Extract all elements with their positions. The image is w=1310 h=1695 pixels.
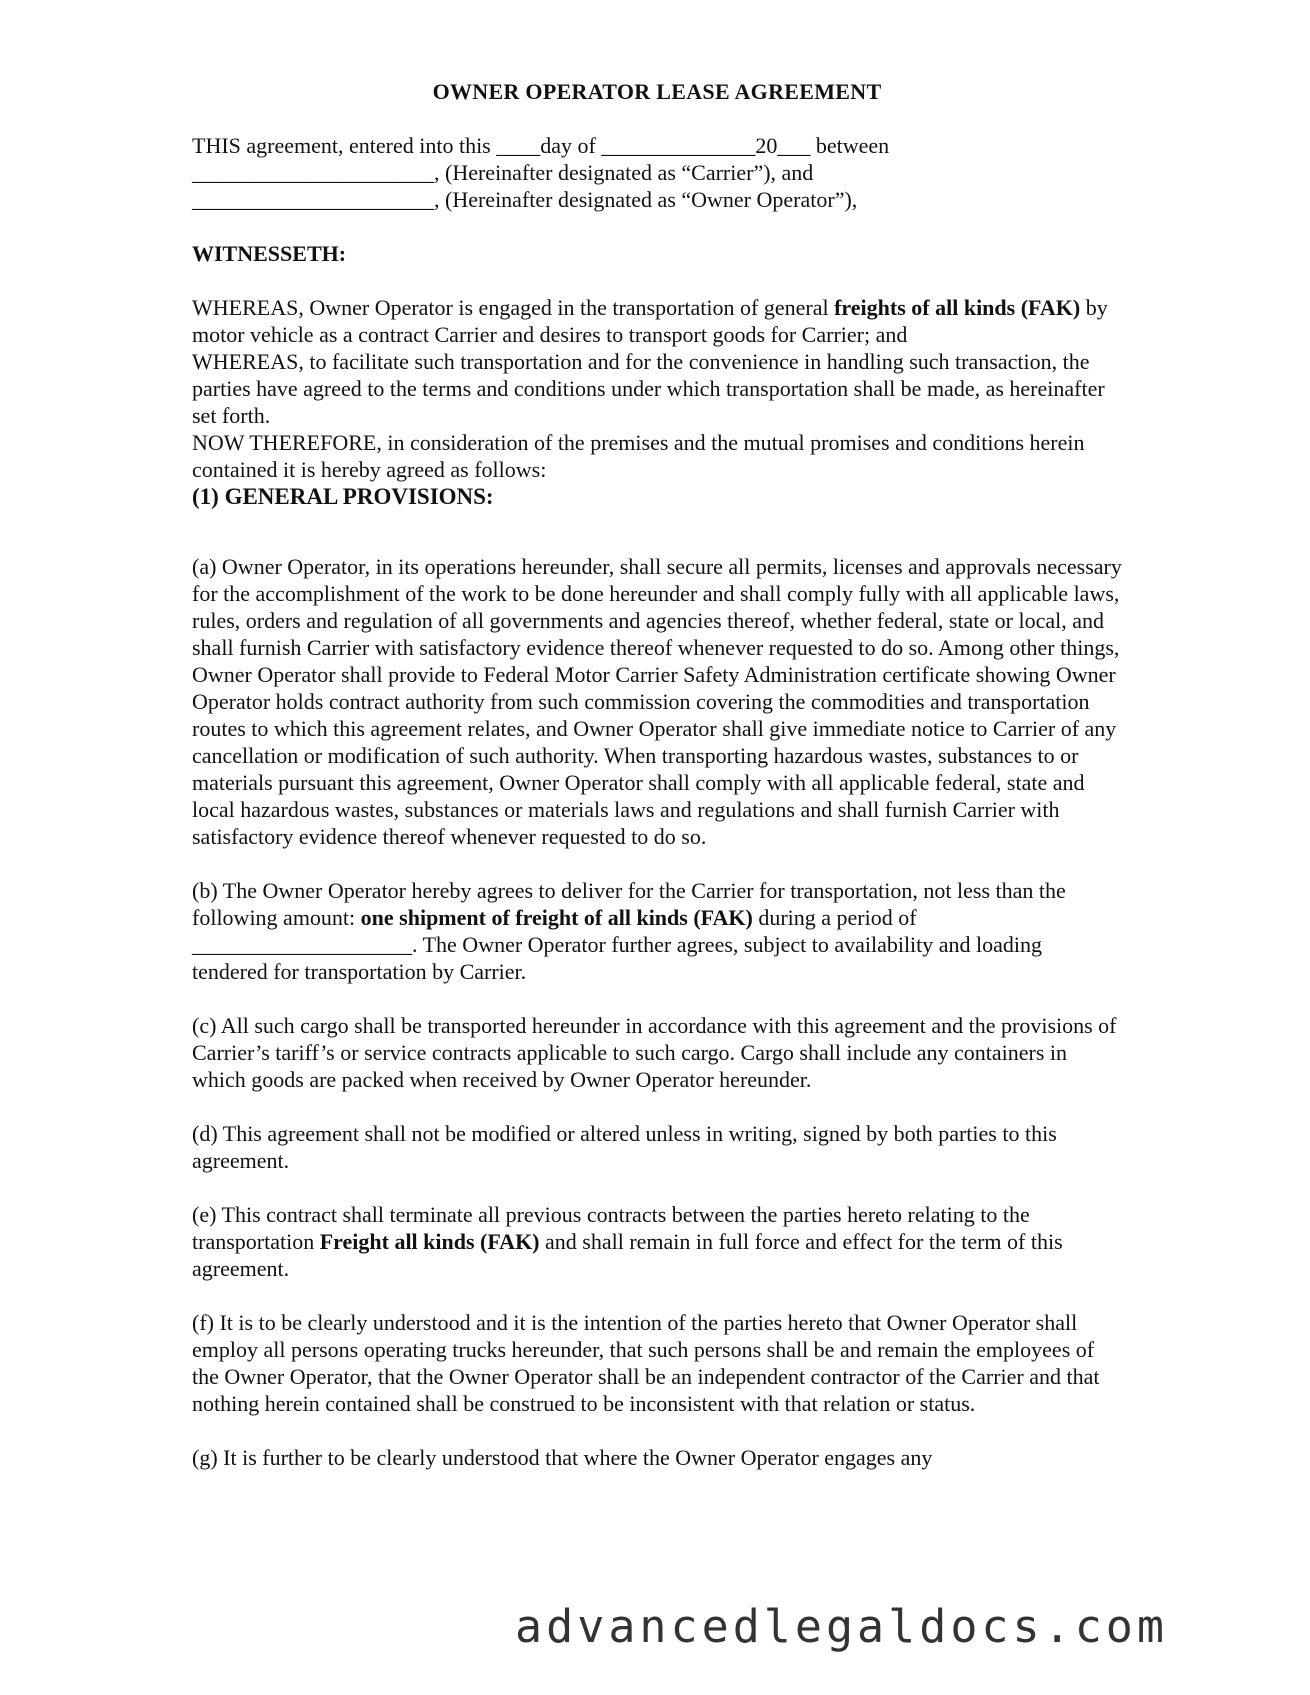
provision-f: (f) It is to be clearly understood and it is the intention of the parties hereto that Owner Operator shall employ all persons operating trucks hereunder, that such persons shall be and remain the employees of the Owner Operator, that the Owner Operator shall be an independent contractor of the Carrier and that nothing herein contained shall be construed to be inconsistent with that relation or status. — [192, 1310, 1100, 1416]
provision-b-bold: one shipment of freight of all kinds (FAK) — [360, 905, 753, 930]
recitals-block — [192, 294, 1122, 511]
document-title: OWNER OPERATOR LEASE AGREEMENT — [432, 79, 882, 104]
provision-e-text-a: (e) This contract shall terminate all previous contracts between the parties hereto relating to the transportation — [192, 1202, 1030, 1254]
whereas-1-bold: freights of all kinds (FAK) — [834, 295, 1081, 320]
intro-line-3: ______________________, (Hereinafter designated as “Owner Operator”), — [192, 187, 858, 212]
intro-block — [192, 132, 1122, 213]
whereas-1-text-a: WHEREAS, Owner Operator is engaged in the transportation of general — [192, 295, 835, 320]
provision-b — [192, 877, 1122, 985]
provision-e-text-c: and shall remain in full force and effect for the term of this agreement. — [192, 1229, 1063, 1281]
provision-c: (c) All such cargo shall be transported hereunder in accordance with this agreement and the provisions of Carrier’s tariff’s or service contracts applicable to such cargo. Cargo shall include any containers in which goods are packed when received by Owner Operator hereunder. — [192, 1013, 1117, 1092]
site-watermark: advancedlegaldocs.com — [515, 1600, 1168, 1653]
whereas-paragraph-2: WHEREAS, to facilitate such transportation and for the convenience in handling such transaction, the parties have agreed to the terms and conditions under which transportation shall be made, as hereinafter set forth. — [192, 349, 1105, 428]
general-provisions — [192, 553, 1122, 1498]
intro-line-2: ______________________, (Hereinafter designated as “Carrier”), and — [192, 160, 814, 185]
provision-d: (d) This agreement shall not be modified or altered unless in writing, signed by both parties to this agreement. — [192, 1121, 1057, 1173]
provision-g: (g) It is further to be clearly understood that where the Owner Operator engages any — [192, 1445, 933, 1470]
now-therefore-paragraph: NOW THEREFORE, in consideration of the premises and the mutual promises and conditions herein contained it is hereby agreed as follows: — [192, 430, 1085, 482]
provision-b-text-a: (b) The Owner Operator hereby agrees to deliver for the Carrier for transportation, not less than the following amount: — [192, 878, 1066, 930]
provision-e — [192, 1201, 1122, 1282]
provision-b-text-c: during a period of ____________________. The Owner Operator further agrees, subject to availability and loading tendered for transportation by Carrier. — [192, 905, 1043, 984]
whereas-paragraph-1 — [192, 294, 1122, 348]
whereas-1-text-c: by motor vehicle as a contract Carrier and desires to transport goods for Carrier; and — [192, 295, 1108, 347]
provision-e-bold: Freight all kinds (FAK) — [319, 1229, 540, 1254]
provision-a: (a) Owner Operator, in its operations hereunder, shall secure all permits, licenses and approvals necessary for the accomplishment of the work to be done hereunder and shall comply fully with all applicable laws, rules, orders and regulation of all governments and agencies thereof, whether federal, state or local, and shall furnish Carrier with satisfactory evidence thereof whenever requested to do so. Among other things, Owner Operator shall provide to Federal Motor Carrier Safety Administration certificate showing Owner Operator holds contract authority from such commission covering the commodities and transportation routes to which this agreement relates, and Owner Operator shall give immediate notice to Carrier of any cancellation or modification of such authority. When transporting hazardous wastes, substances to or materials pursuant this agreement, Owner Operator shall comply with all applicable federal, state and local hazardous wastes, substances or materials laws and regulations and shall furnish Carrier with satisfactory evidence thereof whenever requested to do so. — [192, 554, 1122, 849]
intro-line-1: THIS agreement, entered into this ____day of ______________20___ between — [192, 133, 890, 158]
section-1-title: (1) GENERAL PROVISIONS: — [192, 484, 494, 509]
witnesseth-heading: WITNESSETH: — [192, 241, 347, 266]
